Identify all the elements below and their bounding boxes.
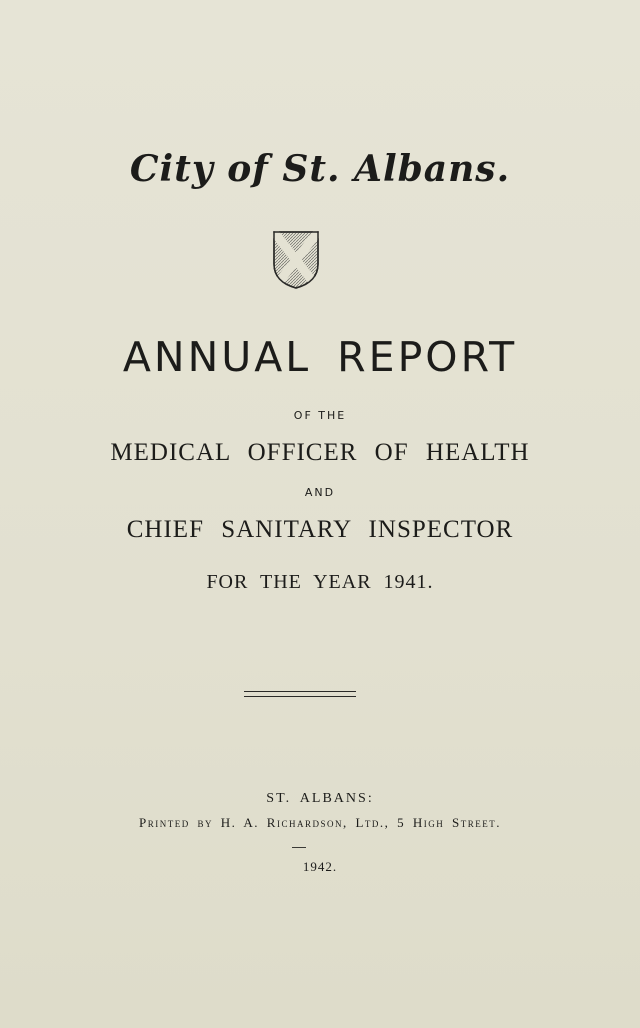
of-the-label: OF THE — [293, 409, 347, 422]
city-title: City of St. Albans. — [129, 148, 511, 190]
imprint-dash — [292, 847, 306, 848]
medical-officer-line: MEDICAL OFFICER OF HEALTH — [110, 439, 530, 466]
chief-inspector-line: CHIEF SANITARY INSPECTOR — [126, 516, 514, 543]
saltire-shield-icon — [272, 230, 320, 290]
and-label: AND — [304, 486, 336, 499]
double-rule-bottom — [244, 696, 356, 697]
double-rule-top — [244, 691, 356, 692]
report-year-line: FOR THE YEAR 1941. — [206, 571, 434, 593]
printer-line: Printed by H. A. Richardson, Ltd., 5 High Street. — [138, 815, 501, 830]
imprint-place: ST. ALBANS: — [266, 791, 374, 806]
imprint-date: 1942. — [302, 859, 338, 874]
report-heading: ANNUAL REPORT — [122, 333, 518, 381]
